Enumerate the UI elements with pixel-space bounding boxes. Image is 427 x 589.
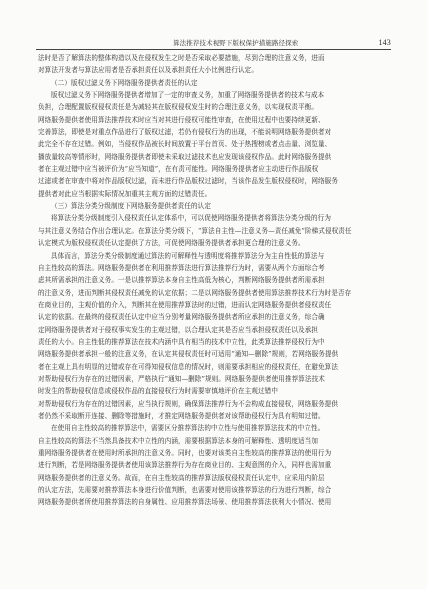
text-line: 定网络服务提供者对于侵权事实发生的主观过错，以合理认定其是否应当承担侵权责任以及承担: [38, 325, 319, 334]
text-line: 负担，合理配置版权侵权责任是为减轻其在版权侵权发生时的合理注意义务，以实现权责平衡。: [38, 103, 319, 112]
text-line: 具体而言，算法分类分级制度通过算法的可解释性与透明度将推荐算法分为主自性低的算法与: [51, 251, 325, 260]
text-line: 认定模式为版权侵权责任认定提供了方法，可促使网络服务提供者承担更合理的注意义务。: [38, 239, 305, 248]
text-line: 网络服务提供者使用算法推荐技术时应当对其进行侵权可能性审查，在使用过程中也要持续更新、: [38, 115, 325, 124]
page-number: 143: [378, 38, 391, 47]
running-title: 算法推荐技术视野下版权保护措施路径探索: [173, 39, 299, 47]
text-line: 法时是否了解算法的整体构造以及在侵权发生之时是否采取必要措施，尽到合理的注意义务，进而: [38, 54, 325, 62]
text-line: 责任的大小。自主性低的推荐算法在技术内涵中具有相当的技术中立性，此类算法推荐侵权行为中: [38, 337, 325, 346]
text-line: 提供者对此应当根据实际情况加重其主观方面的过错责任。: [38, 189, 212, 198]
text-line: 对算法开发者与算法应用者是否承担责任以及承担责任大小比例进行认定。: [38, 66, 259, 75]
text-line: 对帮助侵权行为存在的过错因素，严格执行“通知—删除”规则。网络服务提供者使用推荐算法技术: [38, 374, 325, 383]
text-line: 重网络服务提供者在使用时所承担的注意义务。同时，也要对该类自主性较高的推荐算法的使用行为: [38, 449, 332, 457]
text-line: 版权过滤义务下网络服务提供者增加了一定的审查义务，加重了网络服务提供者的技术与成本: [51, 91, 325, 100]
text-line: 对帮助侵权行为存在的过错因素，应当执行规则，确保算法推荐行为不会构成直接侵权，网络服务提供: [38, 399, 339, 408]
text-line: 在使用自主性较高的推荐算法中，需要区分推荐算法的中立性与使用推荐算法技术的中立性。: [51, 424, 325, 433]
text-line: 者仍然不采取断开连接、删除等措施时，才推定网络服务提供者对该帮助侵权行为具有明知过错。: [38, 411, 325, 420]
text-line: 完善算法，即使是对重点作品进行了版权过滤，若仍有侵权行为的出现，不能说明网络服务提供者对: [38, 128, 332, 137]
text-line: 网络服务提供者承担一般的注意义务，在认定其侵权责任时可适用“通知—删除”规则，若网络服务提供: [38, 350, 339, 359]
text-line: 认定的依据。在最终的侵权责任认定中应当分别考量网络服务提供者所应承担的注意义务，综合确: [38, 313, 325, 322]
text-line: 者在主观过错中应当被评价为“应当知道”，在有责可能性。网络服务提供者应主动进行作品版权: [38, 165, 319, 174]
header-rule: [36, 49, 391, 50]
text-line: 进行判断，若是网络服务提供者使用该算法推荐行为存在商业目的、主观意图的介入，同样也需加重: [38, 461, 332, 470]
text-line: 虑其所需承担的注意义务。一是以推荐算法本身自主性高低为核心，判断网络服务提供者所需承担: [38, 276, 325, 285]
text-line: 的注意义务，进而判断其侵权责任减免的认定依据；二是以网络服务提供者使用算法推荐技术行为时是否存: [38, 288, 352, 297]
running-header: [36, 33, 391, 47]
text-line: 自主性较高的算法。网络服务提供者在利用推荐算法进行算法推荐行为时，需要从两个方面综合考: [38, 263, 325, 272]
text-line: （二）版权过滤义务下网络服务提供者责任的认定: [51, 78, 198, 87]
text-line: 网络服务提供者所使用推荐算法的自身属性、应用推荐算法场景、使用推荐算法获利大小情况、使用: [38, 498, 332, 507]
text-line: 此完全不存在过错。例如，当侵权作品被长时间放置于平台首页、处于热搜榜或者点击量、浏览量、: [38, 140, 332, 149]
text-line: 播放量较高等情形时，网络服务提供者即使未采取过滤技术也应发现该侵权作品。此时网络服务提供: [38, 152, 332, 161]
text-line: 过滤或者在审查中将对作品版权过滤，而未进行作品版权过滤时，当该作品发生版权侵权时，网络服务: [38, 177, 339, 186]
text-line: （三）算法分类分级制度下网络服务提供者责任的认定: [51, 202, 212, 211]
text-line: 自主性较高的算法不当然具备技术中立性的内涵，需要根据算法本身的可解释性、透明度适当加: [38, 436, 319, 445]
text-line: 在商业目的，主观价值的介入，判断其在使用推荐算法时的过错，进而认定网络服务提供者侵权责任: [38, 300, 332, 309]
text-line: 的认定方法，先需要对推荐算法本身进行价值判断，也需要对使用该推荐算法的行为进行判断，综合: [38, 486, 332, 495]
text-line: 者在主观上具有明显的过错或存在可得知侵权信息的情况时，则需要承担相应的侵权责任，在避免算法: [38, 362, 339, 371]
body-text: [38, 52, 388, 509]
text-line: 时发生的帮助侵权信息或侵权作品的直接侵权行为时需要审慎地评价在主观过错中: [38, 387, 279, 396]
text-line: 网络服务提供者的注意义务。故而，在自主性较高的推荐算法版权侵权责任认定中，应采用内阶层: [38, 473, 325, 482]
text-line: 与其注意义务结合作出合理认定。在算法分类分级下，“算法自主性—注意义务—责任减免”阶梯式侵权责任: [38, 226, 352, 235]
text-line: 将算法分类分级制度引入侵权责任认定体系中，可以促使网络服务提供者将算法分类分级的行为: [51, 214, 332, 223]
